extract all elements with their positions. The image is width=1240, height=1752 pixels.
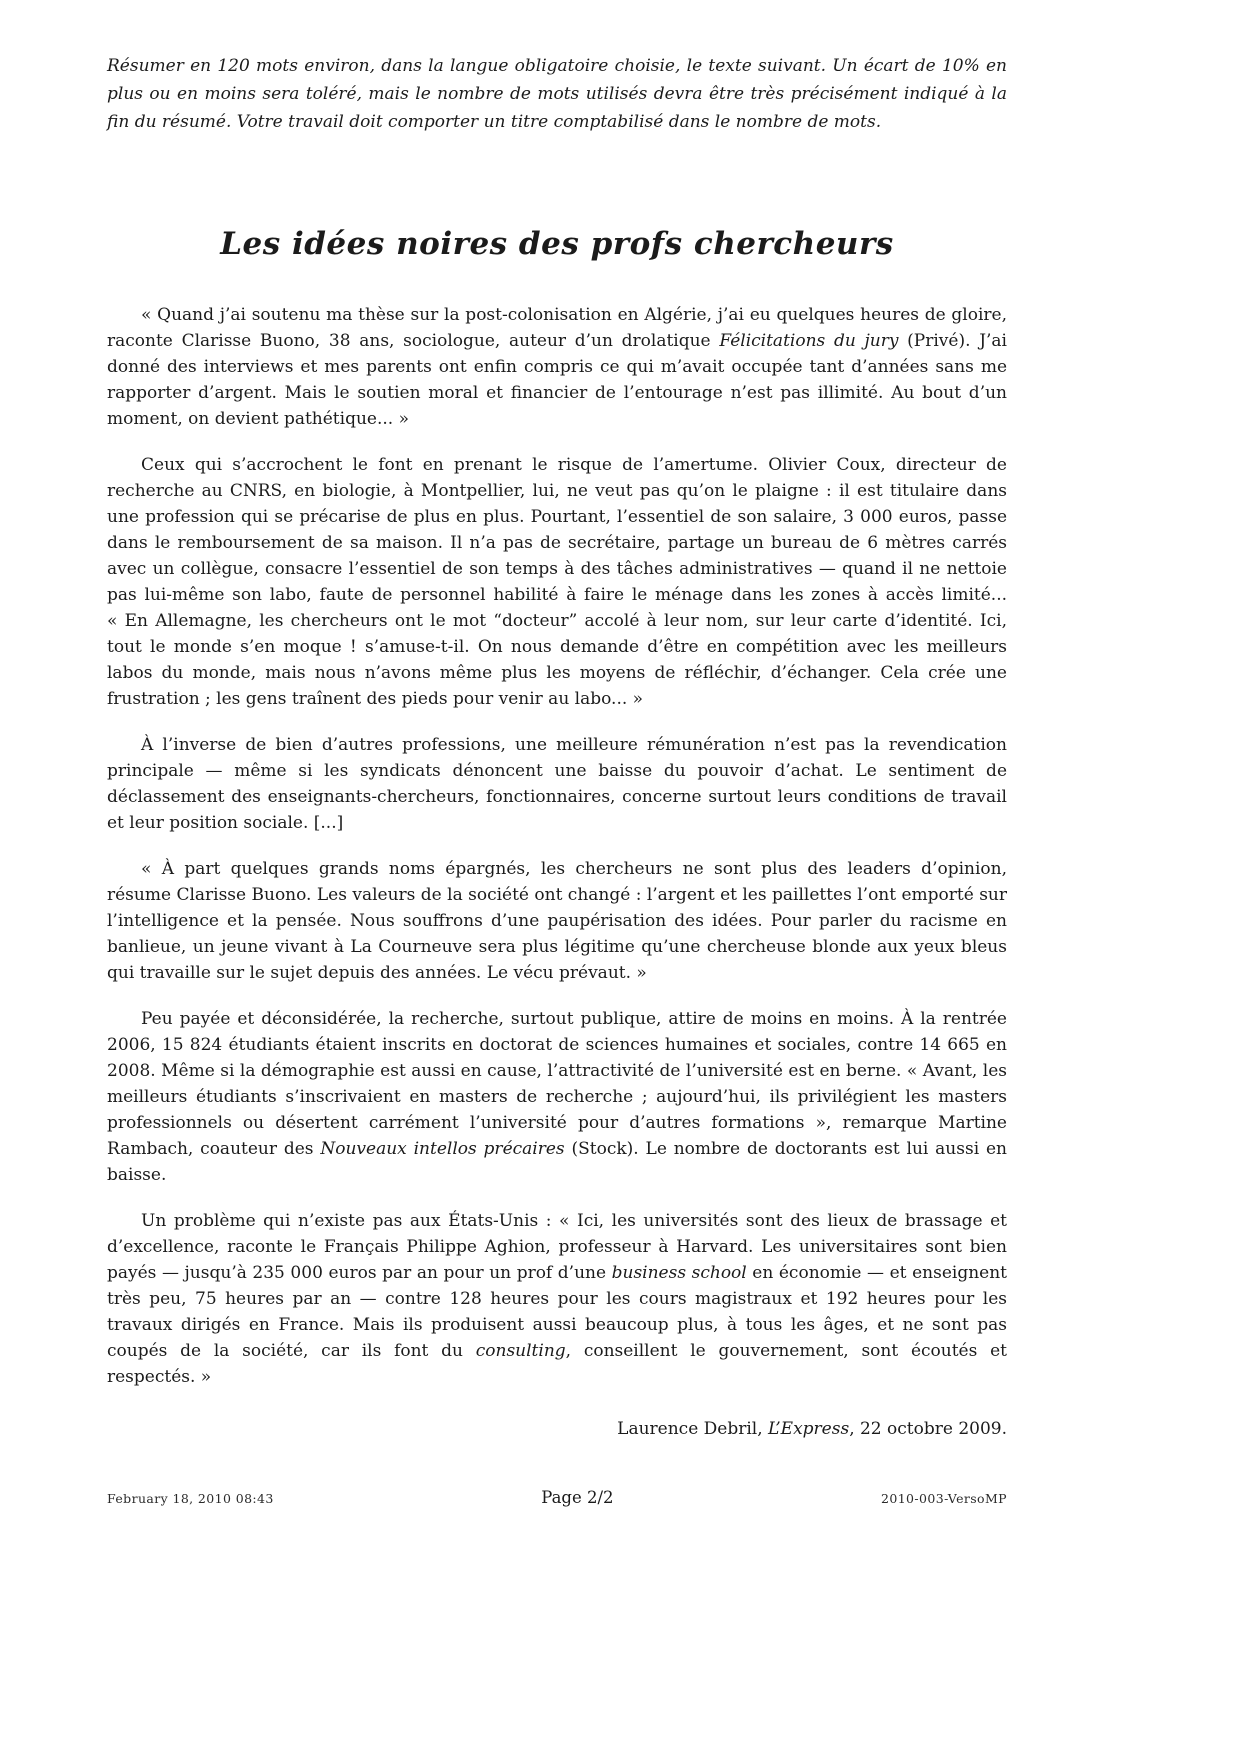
- footer-document-id: 2010-003-VersoMP: [880, 1491, 1007, 1506]
- exam-instructions: Résumer en 120 mots environ, dans la langue obligatoire choisie, le texte suivant. Un écart de 10% en plus ou en moins sera toléré, mais le nombre de mots utilisés devra être très précisément indiqué à la fin du résumé. Votre travail doit comporter un titre comptabilisé dans le nombre de mots.: [107, 56, 1007, 132]
- article-attribution: Laurence Debril, L’Express, 22 octobre 2009.: [617, 1419, 1007, 1439]
- article-title: Les idées noires des profs chercheurs: [220, 226, 894, 262]
- paragraph-2: Ceux qui s’accrochent le font en prenant le risque de l’amertume. Olivier Coux, directeur de recherche au CNRS, en biologie, à Montpellier, lui, ne veut pas qu’on le plaigne : il est titulaire dans une profession qui se précarise de plus en plus. Pourtant, l’essentiel de son salaire, 3 000 euros, passe dans le remboursement de sa maison. Il n’a pas de secrétaire, partage un bureau de 6 mètres carrés avec un collègue, consacre l’essentiel de son temps à des tâches administratives — quand il ne nettoie pas lui-même son labo, faute de personnel habilité à faire le ménage dans les zones à accès limité... « En Allemagne, les chercheurs ont le mot “docteur” accolé à leur nom, sur leur carte d’identité. Ici, tout le monde s’en moque ! s’amuse-t-il. On nous demande d’être en compétition avec les meilleurs labos du monde, mais nous n’avons même plus les moyens de réfléchir, d’échanger. Cela crée une frustration ; les gens traînent des pieds pour venir au labo... »: [107, 455, 1007, 709]
- page-footer: [107, 1488, 1007, 1507]
- paragraph-5: Peu payée et déconsidérée, la recherche, surtout publique, attire de moins en moins. À la rentrée 2006, 15 824 étudiants étaient inscrits en doctorat de sciences humaines et sociales, contre 14 665 en 2008. Même si la démographie est aussi en cause, l’attractivité de l’université est en berne. « Avant, les meilleurs étudiants s’inscrivaient en masters de recherche ; aujourd’hui, ils privilégient les masters professionnels ou désertent carrément l’université pour d’autres formations », remarque Martine Rambach, coauteur des Nouveaux intellos précaires (Stock). Le nombre de doctorants est lui aussi en baisse.: [107, 1009, 1007, 1185]
- paragraph-3: À l’inverse de bien d’autres professions, une meilleure rémunération n’est pas la revendication principale — même si les syndicats dénoncent une baisse du pouvoir d’achat. Le sentiment de déclassement des enseignants-chercheurs, fonctionnaires, concerne surtout leurs conditions de travail et leur position sociale. [...]: [107, 735, 1007, 833]
- footer-timestamp: February 18, 2010 08:43: [107, 1491, 274, 1506]
- page-content: [107, 0, 1007, 1442]
- paragraph-4: « À part quelques grands noms épargnés, les chercheurs ne sont plus des leaders d’opinion, résume Clarisse Buono. Les valeurs de la société ont changé : l’argent et les paillettes l’ont emporté sur l’intelligence et la pensée. Nous souffrons d’une paupérisation des idées. Pour parler du racisme en banlieue, un jeune vivant à La Courneuve sera plus légitime qu’une chercheuse blonde aux yeux bleus qui travaille sur le sujet depuis des années. Le vécu prévaut. »: [107, 859, 1008, 983]
- paragraph-6: Un problème qui n’existe pas aux États-Unis : « Ici, les universités sont des lieux de brassage et d’excellence, raconte le Français Philippe Aghion, professeur à Harvard. Les universitaires sont bien payés — jusqu’à 235 000 euros par an pour un prof d’une business school en économie — et enseignent très peu, 75 heures par an — contre 128 heures pour les cours magistraux et 192 heures pour les travaux dirigés en France. Mais ils produisent aussi beaucoup plus, à tous les âges, et ne sont pas coupés de la société, car ils font du consulting, conseillent le gouvernement, sont écoutés et respectés. »: [107, 1211, 1007, 1387]
- paragraph-1: « Quand j’ai soutenu ma thèse sur la post-colonisation en Algérie, j’ai eu quelques heures de gloire, raconte Clarisse Buono, 38 ans, sociologue, auteur d’un drolatique Félicitations du jury (Privé). J’ai donné des interviews et mes parents ont enfin compris ce qui m’avait occupée tant d’années sans me rapporter d’argent. Mais le soutien moral et financier de l’entourage n’est pas illimité. Au bout d’un moment, on devient pathétique... »: [107, 305, 1007, 429]
- footer-page-number: Page 2/2: [541, 1488, 614, 1507]
- article-body: [107, 302, 1007, 1390]
